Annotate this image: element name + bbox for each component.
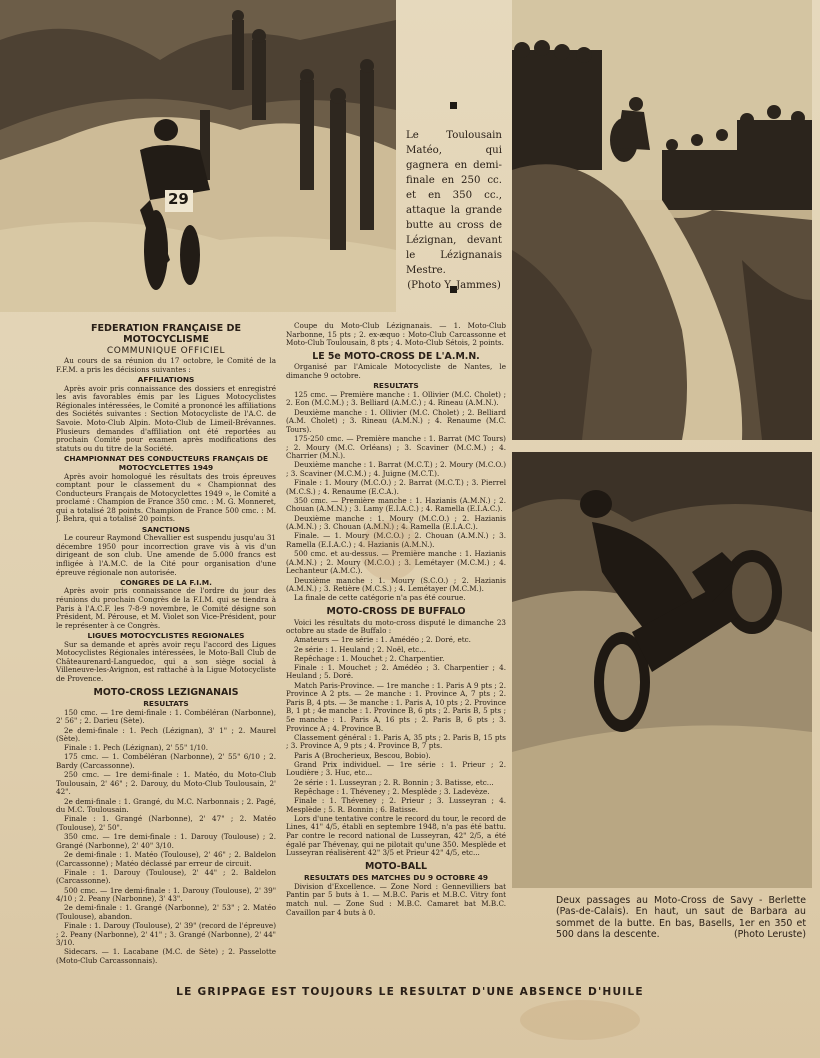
buffalo-result: Grand Prix individuel. — 1re série : 1. Prieur ; 2. Loudière ; 3. Huc, etc... bbox=[286, 759, 506, 778]
photo-savy-jump bbox=[512, 0, 812, 440]
right-photo-caption-text: Deux passages au Moto-Cross de Savy - Berlette (Pas-de-Calais). En haut, un saut de Barbara au sommet de la butte. En bas, Basells, 1er en 350 et 500 dans la descente. bbox=[556, 895, 806, 941]
amn-result: 350 cmc. — Première manche : 1. Hazianis (A.M.N.) ; 2. Chouan (A.M.N.) ; 3. Lamy (E.I.A.C.) ; 4. Ramella (E.I.A.C.). bbox=[286, 495, 506, 514]
top-photo-caption-text: Le Toulousain Matéo, qui gagnera en demi-finale en 250 cc. et en 350 cc., attaque la grande butte au cross de Lézignan, devant le Lézignanais Mestre. bbox=[406, 130, 502, 276]
paper-stain bbox=[360, 520, 420, 580]
lezignanais-result: 250 cmc. — 1re demi-finale : 1. Matéo, du Moto-Club Toulousain, 2' 46" ; 2. Darouy, du Moto-Club Toulousain, 2' 42". bbox=[56, 770, 276, 797]
buffalo-heading: MOTO-CROSS DE BUFFALO bbox=[326, 605, 466, 617]
amn-result: Deuxième manche : 1. Barrat (M.C.T.) ; 2. Moury (M.C.O.) ; 3. Scaviner (M.C.M.) ; 4. Juigne (M.C.T.). bbox=[286, 460, 506, 478]
ligues-text: Sur sa demande et après avoir reçu l'accord des Ligues Motocyclistes Régionales intéressées, le Moto-Ball Club de Châteaurenard-Languedoc, qui a son siège social à Villeneuve-les-Avignon, est rattaché à la Ligue Motocycliste de Provence. bbox=[56, 639, 276, 683]
motoball-heading: MOTO-BALL bbox=[364, 860, 428, 872]
amn-result: Deuxième manche : 1. Moury (M.C.O.) ; 2. Hazianis (A.M.N.) ; 3. Chouan (A.M.N.) ; 4. Ramella (E.I.A.C.). bbox=[286, 513, 506, 532]
championnat-text: Après avoir homologué les résultats des trois épreuves comptant pour le classement du « Championnat des Conducteurs Français de Motocyclettes 1949 », le Comité a proclamé : Champion de France 350 cmc. : M. G. Monneret, qui a totalisé 28 points. Champion de France 500 cmc. : M. J. Behra, qui a totalisé 20 points. bbox=[56, 471, 276, 524]
amn-intro: Organisé par l'Amicale Motocycliste de Nantes, le dimanche 9 octobre. bbox=[286, 362, 506, 380]
caption-bullet-top bbox=[450, 102, 457, 109]
footer-slogan: LE GRIPPAGE EST TOUJOURS LE RESULTAT D'UNE ABSENCE D'HUILE bbox=[176, 986, 644, 998]
ffm-title: FEDERATION FRANÇAISE DE MOTOCYCLISME bbox=[90, 323, 242, 345]
lezignanais-resultats-heading: RESULTATS bbox=[143, 699, 189, 709]
lezignanais-result: 2e demi-finale : 1. Pech (Lézignan), 3' 1" ; 2. Maurel (Sète). bbox=[56, 725, 276, 744]
buffalo-result: Match Paris-Province. — 1re manche : 1. Paris A 9 pts ; 2. Province A 2 pts. — 2e manche : 1. Province A, 7 pts ; 2. Paris B, 4 pts. — 3e manche : 1. Paris A, 10 pts ; 2. Province B, 1 pt ; 4e manche : 1. Province B, 6 pts ; 2. Paris B, 5 pts ; 5e manche : 1. Paris A, 16 pts ; 2. Paris B, 6 pts ; 3. Province A ; 4. Province B. bbox=[286, 680, 506, 733]
amn-result: Deuxième manche : 1. Moury (S.C.O.) ; 2. Hazianis (A.M.N.) ; 3. Retière (M.C.S.) ; 4. Lemétayer (M.C.M.). bbox=[286, 575, 506, 594]
lezignanais-result: 175 cmc. — 1. Combéléran (Narbonne), 2' 55" 6/10 ; 2. Bardy (Carcassonne). bbox=[56, 752, 276, 771]
lezignanais-result: Finale : 1. Pech (Lézignan), 2' 55" 1/10. bbox=[64, 743, 209, 753]
championnat-heading: CHAMPIONNAT DES CONDUCTEURS FRANÇAIS DE MOTOCYCLETTES 1949 bbox=[63, 453, 269, 472]
affiliations-text: Après avoir pris connaissance des dossiers et enregistré les avis favorables émis par les Ligues Motocyclistes Régionales intéressées, le Comité a prononcé les affiliations des Sociétés suivantes : Section Motocycliste de l'A.C. de Savoie. Moto-Club Alpin. Moto-Club de Limeil-Brévannes. Plusieurs demandes d'affiliation ont été reportées au prochain Comité pour examen après modifications des statuts ou du titre de la Société. bbox=[56, 383, 276, 453]
buffalo-result: Repêchage : 1. Mouchet ; 2. Charpentier. bbox=[294, 653, 445, 663]
middle-column bbox=[286, 322, 506, 978]
lezignanais-result: Finale : 1. Darouy (Toulouse), 2' 39" (record de l'épreuve) ; 2. Peany (Narbonne), 2' 41" ; 3. Grangé (Narbonne), 2' 44" 3/10. bbox=[56, 921, 276, 948]
buffalo-result: Voici les résultats du moto-cross disputé le dimanche 23 octobre au stade de Buffalo : bbox=[286, 617, 506, 636]
photo-lezignan-rider bbox=[0, 0, 396, 312]
sanctions-text: Le coureur Raymond Chevallier est suspendu jusqu'au 31 décembre 1950 pour incorrection grave vis à vis d'un dirigeant de son club. Une amende de 5.000 francs est infligée à l'A.M.C. de la Cité pour organisation d'une épreuve régionale non autorisée. bbox=[56, 533, 276, 577]
lezignanais-result: 350 cmc. — 1re demi-finale : 1. Darouy (Toulouse) ; 2. Grangé (Narbonne), 2' 40" 3/10. bbox=[56, 832, 276, 850]
coupe-text: Coupe du Moto-Club Lézignanais. — 1. Moto-Club Narbonne, 15 pts ; 2. ex-æquo : Moto-Club Carcassonne et Moto-Club Toulousain, 8 pts ; 4. Moto-Club Sétois, 2 points. bbox=[286, 322, 506, 348]
lezignanais-result: 2e demi-finale : 1. Matéo (Toulouse), 2' 46" ; 2. Baldelon (Carcassonne) ; Matéo déclassé par erreur de circuit. bbox=[56, 849, 276, 868]
amn-result: Finale. — 1. Moury (M.C.O.) ; 2. Chouan (A.M.N.) ; 3. Ramella (E.I.A.C.) ; 4. Hazianis (A.M.N.). bbox=[286, 531, 506, 549]
congres-text: Après avoir pris connaissance de l'ordre du jour des réunions du prochain Congrès de la F.I.M. qui se tiendra à Paris à l'A.C.F. les 7-8-9 novembre, le Comité désigne son Président, M. Pérouse, et M. Violet son Vice-Président, pour le représenter à ce Congrès. bbox=[56, 586, 276, 630]
buffalo-result: Lors d'une tentative contre le record du tour, le record de Lines, 41" 4/5, établi en septembre 1948, n'a pas été battu. Par contre le record national de Lusseyran, 42" 2/5, a été égalé par Thévenay, qui ne pilotait qu'une 350. Mesplède et Lusseyran réalisèrent 42" 3/5 et Prieur 42" 4/5, etc... bbox=[286, 813, 506, 858]
buffalo-result: 2e série : 1. Heuland ; 2. Noël, etc... bbox=[294, 644, 427, 654]
buffalo-result: 2e série : 1. Lusseyran ; 2. R. Bonnin ; 3. Batisse, etc... bbox=[294, 777, 494, 787]
lezignanais-result: 500 cmc. — 1re demi-finale : 1. Darouy (Toulouse), 2' 39" 4/10 ; 2. Peany (Narbonne), 3' 43". bbox=[56, 885, 276, 904]
lezignanais-result: 2e demi-finale : 1. Grangé, du M.C. Narbonnais ; 2. Pagé, du M.C. Toulousain. bbox=[56, 796, 276, 815]
lezignanais-result: Finale : 1. Darouy (Toulouse), 2' 44" ; 2. Baldelon (Carcassonne). bbox=[56, 867, 276, 886]
lezignanais-heading: MOTO-CROSS LEZIGNANAIS bbox=[93, 686, 239, 698]
top-photo-caption bbox=[406, 128, 502, 293]
amn-heading: LE 5e MOTO-CROSS DE L'A.M.N. bbox=[312, 350, 480, 362]
motoball-text: Division d'Excellence. — Zone Nord : Gennevilliers bat Pantin par 5 buts à 1. — M.B.C. Paris et M.B.C. Vitry font match nul. — Zone Sud : M.B.C. Camaret bat M.B.C. Cavaillon par 4 buts à 0. bbox=[286, 881, 506, 917]
amn-result: 125 cmc. — Première manche : 1. Ollivier (M.C. Cholet) ; 2. Eon (M.C.M.) ; 3. Belliard (A.M.C.) ; 4. Rineau (A.M.N.). bbox=[286, 389, 506, 408]
right-photo-credit: (Photo Leruste) bbox=[734, 929, 806, 941]
rider-number-label: 29 bbox=[168, 190, 189, 208]
sanctions-heading: SANCTIONS bbox=[141, 524, 191, 534]
paper-stain bbox=[520, 1000, 640, 1040]
photo-savy-descent bbox=[512, 452, 812, 888]
buffalo-result: Finale : 1. Théveney ; 2. Prieur ; 3. Lusseyran ; 4. Mesplède ; 5. R. Bonnin ; 6. Batisse. bbox=[286, 795, 506, 814]
top-photo-credit: (Photo Y. Jammes) bbox=[407, 280, 501, 291]
amn-resultats-heading: RESULTATS bbox=[373, 381, 419, 391]
motoball-subheading: RESULTATS DES MATCHES DU 9 OCTOBRE 49 bbox=[304, 873, 488, 883]
affiliations-heading: AFFILIATIONS bbox=[137, 374, 195, 384]
communique-title: COMMUNIQUE OFFICIEL bbox=[106, 345, 226, 356]
buffalo-result: Repêchage : 1. Théveney ; 2. Mesplède ; 3. Ladevèze. bbox=[294, 786, 490, 796]
lezignanais-result: 150 cmc. — 1re demi-finale : 1. Combéléran (Narbonne), 2' 56" ; 2. Darieu (Sète). bbox=[56, 707, 276, 726]
left-column bbox=[56, 323, 276, 978]
amn-result: 500 cmc. et au-dessus. — Première manche : 1. Hazianis (A.M.N.) ; 2. Moury (M.C.O.) ; 3. Lemétayer (M.C.M.) ; 4. Lechanteur (A.M.C.). bbox=[286, 549, 506, 576]
lezignanais-result: Sidecars. — 1. Lacabane (M.C. de Sète) ; 2. Passelotte (Moto-Club Carcassonnais). bbox=[56, 947, 276, 966]
buffalo-result: Amateurs — 1re série : 1. Amédéo ; 2. Doré, etc. bbox=[294, 635, 471, 645]
buffalo-result: Finale : 1. Mouchet ; 2. Amédéo ; 3. Charpentier ; 4. Heuland ; 5. Doré. bbox=[286, 662, 506, 681]
buffalo-result: Paris A (Brocherieux, Bescou, Bobio). bbox=[294, 750, 431, 760]
amn-result: Deuxième manche : 1. Ollivier (M.C. Cholet) ; 2. Belliard (A.M. Cholet) ; 3. Rineau (A.M.N.) ; 4. Renaume (M.C. Tours). bbox=[286, 407, 506, 434]
ligues-heading: LIGUES MOTOCYCLISTES REGIONALES bbox=[87, 630, 245, 640]
amn-result: 175-250 cmc. — Première manche : 1. Barrat (MC Tours) ; 2. Moury (M.C. Orléans) ; 3. Scaviner (M.C.M.) ; 4. Charrier (M.N.). bbox=[286, 433, 506, 461]
amn-result: La finale de cette catégorie n'a pas été courue. bbox=[294, 593, 466, 603]
right-photo-caption bbox=[556, 895, 806, 941]
congres-heading: CONGRES DE LA F.I.M. bbox=[120, 577, 212, 587]
communique-intro: Au cours de sa réunion du 17 octobre, le Comité de la F.F.M. a pris les décisions suivantes : bbox=[56, 356, 276, 374]
lezignanais-result: Finale : 1. Grangé (Narbonne), 2' 47" ; 2. Matéo (Toulouse), 2' 50". bbox=[56, 814, 276, 832]
lezignanais-result: 2e demi-finale : 1. Grangé (Narbonne), 2' 53" ; 2. Matéo (Toulouse), abandon. bbox=[56, 903, 276, 921]
amn-result: Finale : 1. Moury (M.C.O.) ; 2. Barrat (M.C.T.) ; 3. Pierrel (M.C.S.) ; 4. Renaume (E.C.A.). bbox=[286, 478, 506, 496]
buffalo-result: Classement général : 1. Paris A, 35 pts ; 2. Paris B, 15 pts ; 3. Province A, 9 pts ; 4. Province B, 7 pts. bbox=[286, 732, 506, 751]
